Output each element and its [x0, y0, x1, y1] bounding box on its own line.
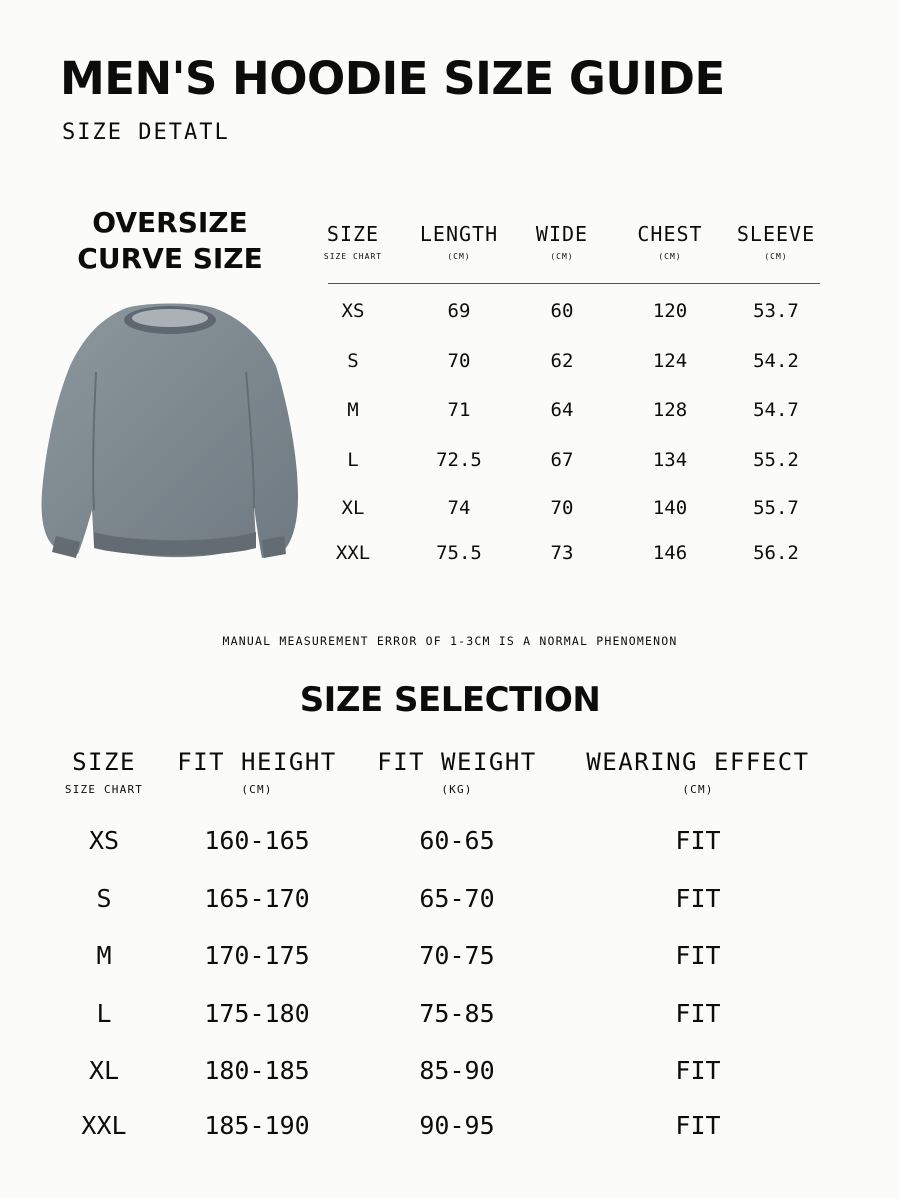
size-selection-title: SIZE SELECTION: [299, 680, 601, 720]
selection-header-weight: FIT WEIGHT: [377, 748, 537, 776]
size-row-cell: 75.5: [436, 542, 482, 564]
selection-row-label: S: [96, 884, 112, 913]
size-row-cell: 120: [652, 300, 688, 322]
column-header-length: LENGTH: [419, 222, 499, 246]
size-row-cell: 62: [550, 350, 574, 372]
fit-type-label: [70, 205, 270, 277]
selection-row-label: M: [96, 941, 112, 970]
fit-type-line-2: CURVE SIZE: [77, 242, 263, 275]
sweatshirt-image: [36, 296, 306, 566]
page-title: MEN'S HOODIE SIZE GUIDE: [60, 52, 725, 105]
selection-row-cell: 60-65: [419, 826, 495, 855]
selection-row-cell: 90-95: [419, 1111, 495, 1140]
measurement-note: MANUAL MEASUREMENT ERROR OF 1-3CM IS A NORMAL PHENOMENON: [222, 634, 678, 648]
size-row-cell: 64: [550, 399, 574, 421]
size-row-cell: 60: [550, 300, 574, 322]
column-sub-wide: (CM): [550, 252, 574, 261]
size-row-cell: 124: [652, 350, 688, 372]
size-row-cell: 70: [447, 350, 471, 372]
size-row-label: XL: [341, 497, 365, 519]
column-header-sleeve: SLEEVE: [736, 222, 816, 246]
selection-row-cell: FIT: [675, 826, 721, 855]
size-row-cell: 54.7: [753, 399, 799, 421]
selection-row-cell: 160-165: [204, 826, 310, 855]
size-row-cell: 134: [652, 449, 688, 471]
fit-type-line-1: OVERSIZE: [92, 206, 248, 239]
selection-sub-weight: (KG): [441, 783, 473, 796]
size-row-cell: 69: [447, 300, 471, 322]
selection-row-cell: 70-75: [419, 941, 495, 970]
size-row-cell: 70: [550, 497, 574, 519]
size-row-label: XXL: [335, 542, 371, 564]
selection-sub-height: (CM): [241, 783, 273, 796]
table-divider: [328, 283, 820, 284]
size-row-cell: 140: [652, 497, 688, 519]
selection-row-cell: 170-175: [204, 941, 310, 970]
size-detail-table: [300, 222, 840, 572]
size-row-label: M: [347, 399, 359, 421]
selection-row-cell: 85-90: [419, 1056, 495, 1085]
selection-row-cell: FIT: [675, 941, 721, 970]
size-row-cell: 55.2: [753, 449, 799, 471]
column-sub-chest: (CM): [658, 252, 682, 261]
size-row-label: L: [347, 449, 359, 471]
selection-header-size: SIZE: [72, 748, 136, 776]
column-sub-length: (CM): [447, 252, 471, 261]
size-row-cell: 56.2: [753, 542, 799, 564]
size-row-cell: 73: [550, 542, 574, 564]
selection-row-label: XXL: [81, 1111, 127, 1140]
size-row-cell: 72.5: [436, 449, 482, 471]
selection-row-label: XL: [88, 1056, 120, 1085]
size-row-cell: 74: [447, 497, 471, 519]
size-row-cell: 55.7: [753, 497, 799, 519]
selection-header-effect: WEARING EFFECT: [586, 748, 810, 776]
selection-sub-effect: (CM): [682, 783, 714, 796]
selection-header-height: FIT HEIGHT: [177, 748, 337, 776]
selection-row-cell: FIT: [675, 999, 721, 1028]
selection-row-cell: FIT: [675, 1056, 721, 1085]
page-subtitle: SIZE DETATL: [62, 120, 230, 145]
size-row-cell: 67: [550, 449, 574, 471]
column-sub-size: SIZE CHART: [323, 252, 383, 261]
selection-row-cell: 65-70: [419, 884, 495, 913]
size-row-label: XS: [341, 300, 365, 322]
size-row-cell: 53.7: [753, 300, 799, 322]
column-header-wide: WIDE: [535, 222, 589, 246]
selection-row-label: L: [96, 999, 112, 1028]
size-row-cell: 71: [447, 399, 471, 421]
column-header-size: SIZE: [326, 222, 380, 246]
size-row-cell: 54.2: [753, 350, 799, 372]
selection-row-label: XS: [88, 826, 120, 855]
selection-row-cell: 180-185: [204, 1056, 310, 1085]
selection-row-cell: 75-85: [419, 999, 495, 1028]
selection-row-cell: 175-180: [204, 999, 310, 1028]
selection-row-cell: 185-190: [204, 1111, 310, 1140]
selection-row-cell: 165-170: [204, 884, 310, 913]
column-header-chest: CHEST: [637, 222, 703, 246]
column-sub-sleeve: (CM): [764, 252, 788, 261]
selection-sub-size: SIZE CHART: [64, 783, 144, 796]
selection-row-cell: FIT: [675, 1111, 721, 1140]
size-row-cell: 146: [652, 542, 688, 564]
size-row-label: S: [347, 350, 359, 372]
size-row-cell: 128: [652, 399, 688, 421]
selection-row-cell: FIT: [675, 884, 721, 913]
